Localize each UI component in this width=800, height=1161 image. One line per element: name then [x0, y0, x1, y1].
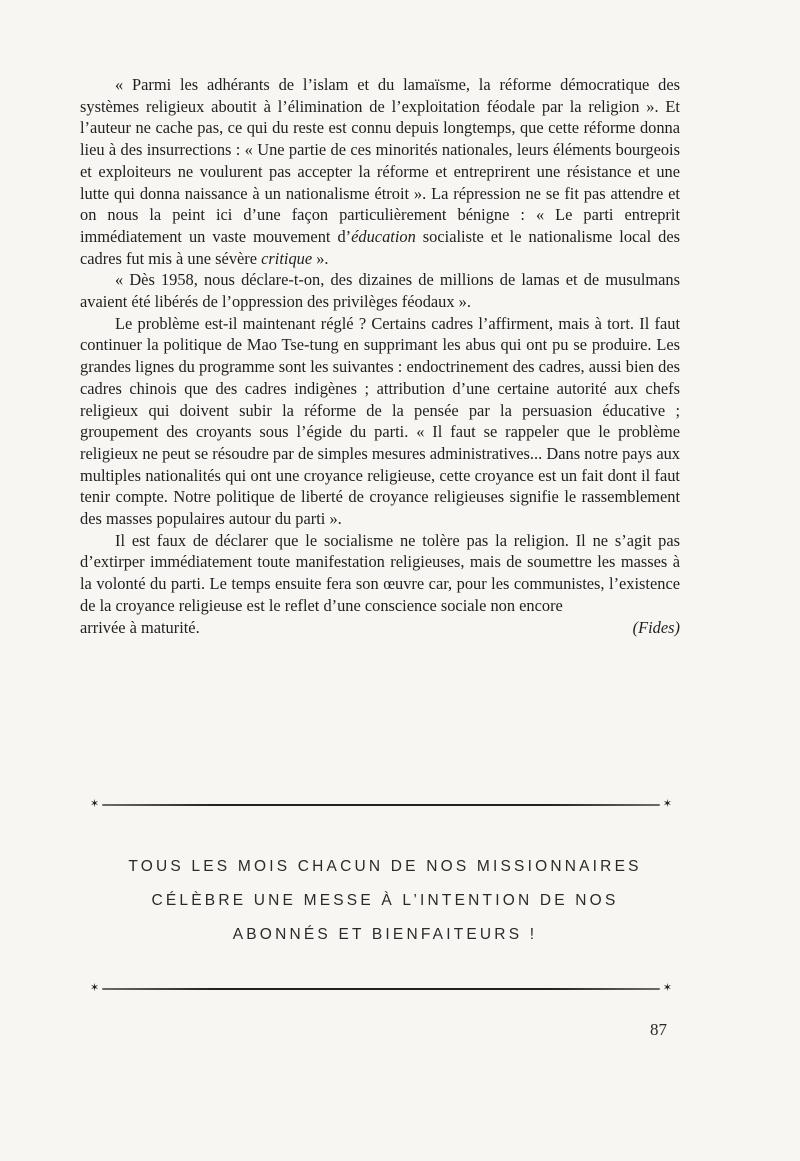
source-citation: (Fides) — [632, 617, 680, 637]
star-icon: ✶ — [90, 797, 100, 810]
divider-line — [102, 804, 660, 806]
paragraph-4-last-line — [80, 617, 680, 639]
paragraph-3: Le problème est-il maintenant réglé ? Certains cadres l’affirment, mais à tort. Il faut continuer la politique de Mao Tse-tung en supprimant les abus qui ont pu se produire. Les grandes lignes du programme sont les suivantes : endoctrinement des cadres, aussi bien des cadres chinois que des cadres indigènes ; attribution d’une certaine autorité aux chefs religieux qui doivent subir la réforme de la pensée par la persuasion éducative ; groupement des croyants sous l’égide du parti. « Il faut se rappeler que le problème religieux ne peut se résoudre par de simples mesures administratives... Dans notre pays aux multiples nationalités qui ont une croyance religieuse, cette croyance est un fait dont il faut tenir compte. Notre politique de liberté de croyance religieuses signifie le rassemblement des masses populaires autour du parti ». — [80, 313, 680, 529]
paragraph-4: Il est faux de déclarer que le socialisme ne tolère pas la religion. Il ne s’agit pas d’extirper immédiatement toute manifestation religieuses, mais de soumettre les masses à la volonté du parti. Le temps ensuite fera son œuvre car, pour les communistes, l’existence de la croyance religieuse est le reflet d’une conscience sociale non encore — [80, 530, 680, 615]
star-icon: ✶ — [662, 797, 672, 810]
top-divider — [90, 797, 672, 810]
emphasis-critique: critique — [261, 248, 313, 268]
notice-line-1: TOUS LES MOIS CHACUN DE NOS MISSIONNAIRES — [128, 858, 642, 875]
bottom-divider — [90, 981, 672, 994]
star-icon: ✶ — [90, 981, 100, 994]
divider-line — [102, 988, 660, 990]
paragraph-1: « Parmi les adhérants de l’islam et du lamaïsme, la réforme démocratique des systèmes religieux aboutit à l’élimination de l’exploitation féodale par la religion ». Et l’auteur ne cache pas, ce qui du reste est connu depuis longtemps, que cette réforme donna lieu à des insurrections : « Une partie de ces minorités nationales, leurs éléments bourgeois et exploiteurs ne voulurent pas accepter la réforme et entreprirent une résistance et une lutte qui donna naissance à un nationalisme étroit ». La répression ne se fit pas attendre et on nous la peint ici d’une façon particulièrement bénigne : « Le parti entreprit immédiatement un vaste mouvement d’éducation socialiste et le nationalisme local des cadres fut mis à une sévère critique ». — [80, 75, 680, 268]
page-number: 87 — [650, 1020, 667, 1039]
article-body — [80, 74, 680, 638]
emphasis-education: éducation — [351, 226, 416, 246]
subscriber-notice — [90, 850, 680, 952]
notice-line-3: ABONNÉS ET BIENFAITEURS ! — [232, 926, 538, 943]
paragraph-4-end: arrivée à maturité. — [80, 617, 200, 637]
star-icon: ✶ — [662, 981, 672, 994]
paragraph-2: « Dès 1958, nous déclare-t-on, des dizaines de millions de lamas et de musulmans avaient été libérés de l’oppression des privilèges féodaux ». — [80, 270, 680, 312]
notice-line-2: CÉLÈBRE UNE MESSE À L’INTENTION DE NOS — [151, 892, 619, 909]
